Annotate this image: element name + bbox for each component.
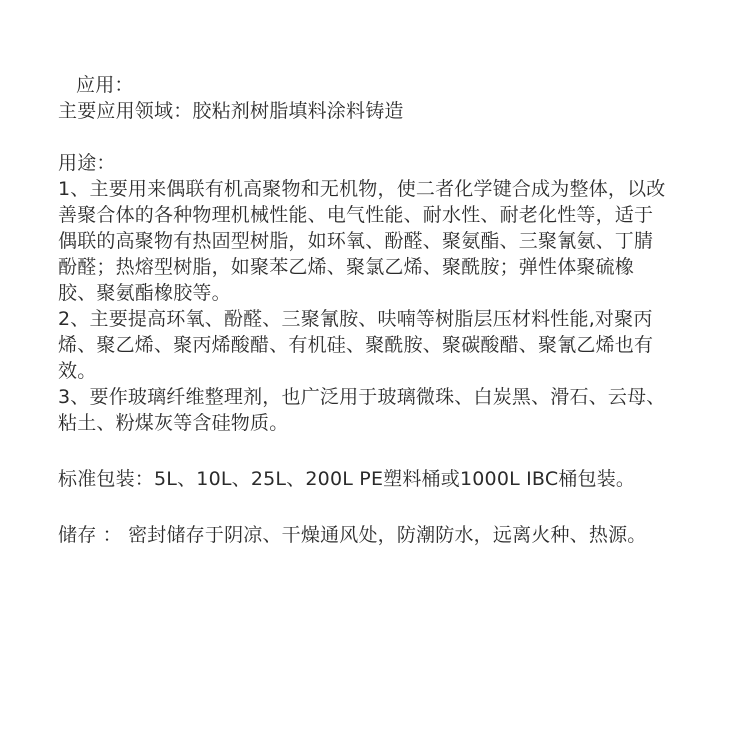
storage-info: 储存 ： 密封储存于阴凉、干燥通风处，防潮防水，远离火种、热源。 <box>58 524 647 546</box>
spacer <box>58 436 738 466</box>
spacer <box>58 124 738 150</box>
spacer <box>58 492 738 522</box>
usage-line: 胶、聚氨酯橡胶等。 <box>58 282 231 304</box>
usage-line: 善聚合体的各种物理机械性能、电气性能、耐水性、耐老化性等，适于 <box>58 204 654 226</box>
usage-line: 效。 <box>58 360 97 382</box>
usage-line: 烯、聚乙烯、聚丙烯酸醋、有机硅、聚酰胺、聚碳酸醋、聚氰乙烯也有 <box>58 334 654 356</box>
usage-line: 1、主要用来偶联有机高聚物和无机物，使二者化学键合成为整体，以改 <box>58 178 666 200</box>
application-heading: 应用： <box>76 74 134 96</box>
usage-line: 3、要作玻璃纤维整理剂，也广泛用于玻璃微珠、白炭黑、滑石、云母、 <box>58 386 666 408</box>
packaging-info: 标准包装：5L、10L、25L、200L PE塑料桶或1000L IBC桶包装。 <box>58 468 636 490</box>
usage-line: 偶联的高聚物有热固型树脂，如环氧、酚醛、聚氨酯、三聚氰氨、丁腈 <box>58 230 654 252</box>
usage-line: 粘土、粉煤灰等含硅物质。 <box>58 412 289 434</box>
usage-line: 2、主要提高环氧、酚醛、三聚氰胺、呋喃等树脂层压材料性能,对聚丙 <box>58 308 653 330</box>
document-body <box>58 72 738 548</box>
usage-line: 酚醛；热熔型树脂，如聚苯乙烯、聚氯乙烯、聚酰胺；弹性体聚硫橡 <box>58 256 635 278</box>
application-field: 主要应用领域：胶粘剂树脂填料涂料铸造 <box>58 100 404 122</box>
usage-heading: 用途： <box>58 152 116 174</box>
